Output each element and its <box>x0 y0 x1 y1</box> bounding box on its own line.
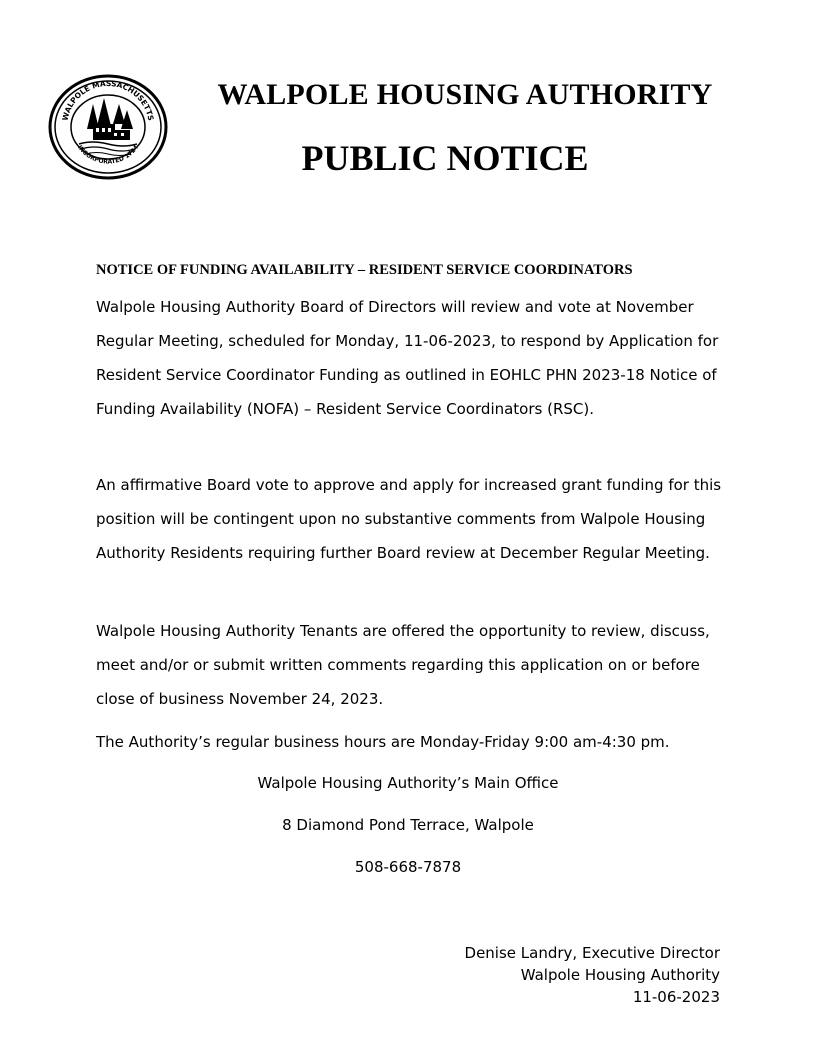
notice-heading: NOTICE OF FUNDING AVAILABILITY – RESIDENT SERVICE COORDINATORS <box>96 262 633 278</box>
signature-name-title: Denise Landry, Executive Director <box>464 944 720 962</box>
public-notice-title: PUBLIC NOTICE <box>301 138 589 178</box>
notice-paragraph-affirmative-vote: An affirmative Board vote to approve and apply for increased grant funding for this position will be contingent upon no substantive comments from Walpole Housing Authority Residents requiring further Board review at December Regular Meeting. <box>96 476 722 562</box>
svg-text:WALPOLE MASSACHUSETTS: WALPOLE MASSACHUSETTS <box>60 78 156 122</box>
signature-block <box>465 942 720 1008</box>
signature-organization: Walpole Housing Authority <box>520 966 720 984</box>
office-name: Walpole Housing Authority’s Main Office <box>257 774 559 792</box>
notice-paragraph-business-hours: The Authority’s regular business hours are Monday-Friday 9:00 am-4:30 pm. <box>96 733 670 751</box>
seal-graphic <box>47 74 169 180</box>
office-address: 8 Diamond Pond Terrace, Walpole <box>282 816 534 834</box>
organization-title: WALPOLE HOUSING AUTHORITY <box>217 78 713 111</box>
svg-text:INCORPORATED 1724: INCORPORATED 1724 <box>76 144 141 166</box>
office-phone: 508-668-7878 <box>354 858 462 876</box>
notice-paragraph-tenant-comments: Walpole Housing Authority Tenants are offered the opportunity to review, discuss, meet and/or or submit written comments regarding this application on or before close of business November 24, 2023. <box>96 622 710 708</box>
notice-paragraph-board-vote: Walpole Housing Authority Board of Directors will review and vote at November Regular Meeting, scheduled for Monday, 11-06-2023, to respond by Application for Resident Service Coordinator Funding as outlined in EOHLC PHN 2023-18 Notice of Funding Availability (NOFA) – Resident Service Coordinators (RSC). <box>96 298 719 418</box>
signature-date: 11-06-2023 <box>632 988 720 1006</box>
town-seal-logo <box>47 74 169 180</box>
